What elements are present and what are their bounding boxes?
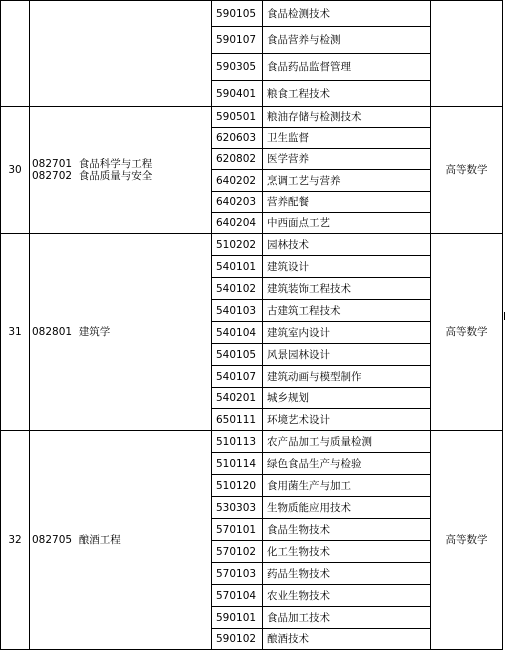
specialty-name: 营养配餐	[263, 192, 431, 213]
specialty-name: 农产品加工与质量检测	[263, 431, 431, 453]
specialty-code: 590501	[212, 107, 263, 128]
specialty-code: 510114	[212, 453, 263, 475]
specialty-code: 570103	[212, 563, 263, 585]
specialty-code: 510202	[212, 234, 263, 256]
specialty-name: 粮油存储与检测技术	[263, 107, 431, 128]
specialty-code: 570101	[212, 519, 263, 541]
specialty-name: 医学营养	[263, 149, 431, 170]
specialty-name: 建筑室内设计	[263, 322, 431, 344]
specialty-code: 510120	[212, 475, 263, 497]
specialty-code: 570102	[212, 541, 263, 563]
specialty-code: 650111	[212, 409, 263, 431]
specialty-name: 园林技术	[263, 234, 431, 256]
group-number: 31	[1, 234, 30, 431]
specialty-name: 食品生物技术	[263, 519, 431, 541]
specialty-code: 590105	[212, 1, 263, 27]
specialty-name: 酿酒技术	[263, 629, 431, 650]
undergrad-major-cell	[30, 431, 212, 650]
specialty-name: 卫生监督	[263, 128, 431, 149]
exam-subject: 高等数学	[431, 107, 503, 234]
table-body	[1, 1, 503, 650]
group-number	[1, 1, 30, 107]
specialty-name: 食品营养与检测	[263, 27, 431, 54]
specialty-name: 古建筑工程技术	[263, 300, 431, 322]
exam-subject	[431, 1, 503, 107]
specialty-name: 城乡规划	[263, 388, 431, 409]
undergrad-major-cell	[30, 234, 212, 431]
specialty-name: 生物质能应用技术	[263, 497, 431, 519]
specialty-code: 570104	[212, 585, 263, 607]
specialty-name: 食品加工技术	[263, 607, 431, 629]
exam-subject: 高等数学	[431, 234, 503, 431]
undergrad-major: 082702 食品质量与安全	[32, 170, 153, 182]
specialty-code: 590107	[212, 27, 263, 54]
specialty-code: 640202	[212, 170, 263, 192]
specialty-code: 620603	[212, 128, 263, 149]
table-row	[1, 431, 503, 453]
specialty-code: 590102	[212, 629, 263, 650]
undergrad-major: 082801 建筑学	[32, 326, 111, 338]
specialty-name: 食用菌生产与加工	[263, 475, 431, 497]
specialty-code: 540201	[212, 388, 263, 409]
specialty-code: 590101	[212, 607, 263, 629]
specialty-name: 建筑动画与模型制作	[263, 366, 431, 388]
specialty-name: 环境艺术设计	[263, 409, 431, 431]
group-number: 30	[1, 107, 30, 234]
table-row	[1, 107, 503, 128]
specialty-code: 640204	[212, 213, 263, 234]
specialty-code: 510113	[212, 431, 263, 453]
specialty-code: 590401	[212, 81, 263, 107]
specialty-code: 620802	[212, 149, 263, 170]
undergrad-major: 082701 食品科学与工程	[32, 158, 153, 170]
specialty-name: 烹调工艺与营养	[263, 170, 431, 192]
group-number: 32	[1, 431, 30, 650]
table-row	[1, 1, 503, 27]
specialty-code: 540104	[212, 322, 263, 344]
specialty-code: 540107	[212, 366, 263, 388]
specialty-code: 530303	[212, 497, 263, 519]
specialty-name: 食品药品监督管理	[263, 54, 431, 81]
specialty-name: 中西面点工艺	[263, 213, 431, 234]
undergrad-major-cell	[30, 1, 212, 107]
specialty-name: 绿色食品生产与检验	[263, 453, 431, 475]
specialty-code: 540101	[212, 256, 263, 278]
specialty-name: 建筑设计	[263, 256, 431, 278]
specialty-name: 化工生物技术	[263, 541, 431, 563]
specialty-code: 540103	[212, 300, 263, 322]
specialty-code: 590305	[212, 54, 263, 81]
specialty-name: 药品生物技术	[263, 563, 431, 585]
specialty-name: 食品检测技术	[263, 1, 431, 27]
undergrad-major: 082705 酿酒工程	[32, 534, 121, 546]
specialty-name: 粮食工程技术	[263, 81, 431, 107]
specialty-name: 风景园林设计	[263, 344, 431, 366]
table-row	[1, 234, 503, 256]
specialty-name: 建筑装饰工程技术	[263, 278, 431, 300]
specialty-name: 农业生物技术	[263, 585, 431, 607]
exam-subject: 高等数学	[431, 431, 503, 650]
undergrad-major-cell	[30, 107, 212, 234]
specialty-code: 540105	[212, 344, 263, 366]
specialty-code: 640203	[212, 192, 263, 213]
specialty-code: 540102	[212, 278, 263, 300]
